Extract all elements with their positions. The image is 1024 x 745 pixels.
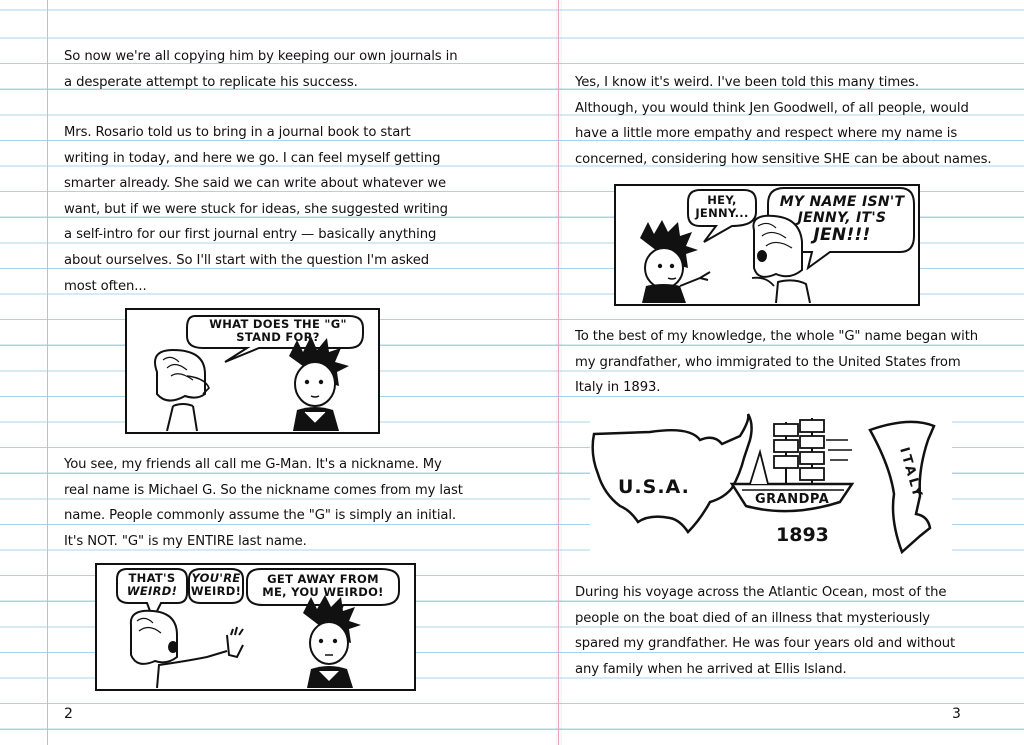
comic-panel-jenny xyxy=(614,184,920,306)
speech-bubble-my-name-is-jen xyxy=(770,194,914,245)
text-line: concerned, considering how sensitive SHE can be about names. xyxy=(575,151,992,167)
text-line: a self-intro for our first journal entry — basically anything xyxy=(64,227,437,243)
right-paragraph-2 xyxy=(575,324,978,401)
text-line: want, but if we were stuck for ideas, she suggested writing xyxy=(64,201,448,217)
text-line: most often... xyxy=(64,278,147,294)
left-paragraph-2 xyxy=(64,120,448,299)
right-paragraph-3 xyxy=(575,580,955,682)
bubble-line: WEIRD! xyxy=(190,584,242,598)
bubble-line: JEN!!! xyxy=(813,225,871,245)
comic-panel-weird xyxy=(95,563,416,691)
speech-bubble-hey-jenny xyxy=(688,194,756,220)
bubble-line: STAND FOR? xyxy=(236,330,320,344)
text-line: You see, my friends all call me G-Man. It's a nickname. My xyxy=(64,457,442,472)
text-line: Mrs. Rosario told us to bring in a journal book to start xyxy=(64,125,411,140)
text-line: people on the boat died of an illness that mysteriously xyxy=(575,610,930,626)
speech-bubble-get-away xyxy=(247,573,399,599)
text-line: name. People commonly assume the "G" is simply an initial. xyxy=(64,508,457,524)
text-line: my grandfather, who immigrated to the United States from xyxy=(575,354,961,370)
text-line: writing in today, and here we go. I can feel myself getting xyxy=(64,150,441,166)
bubble-line: JENNY... xyxy=(695,206,749,220)
text-line: have a little more empathy and respect where my name is xyxy=(575,126,958,142)
speech-bubble-thats-weird xyxy=(117,572,187,598)
bubble-line: YOU'RE xyxy=(191,571,241,585)
text-line: So now we're all copying him by keeping our own journals in xyxy=(64,49,458,64)
left-paragraph-1 xyxy=(64,44,457,95)
bubble-line: MY NAME ISN'T xyxy=(779,194,905,210)
bubble-line: ME, YOU WEIRDO! xyxy=(262,585,384,599)
immigration-map xyxy=(590,410,952,560)
text-line: During his voyage across the Atlantic Ocean, most of the xyxy=(575,585,947,600)
text-line: about ourselves. So I'll start with the question I'm asked xyxy=(64,252,430,268)
grandpa-label: GRANDPA xyxy=(755,492,830,507)
text-line: any family when he arrived at Ellis Island. xyxy=(575,661,847,677)
text-line: Yes, I know it's weird. I've been told this many times. xyxy=(575,75,919,90)
usa-label: U.S.A. xyxy=(618,476,690,498)
text-line: a desperate attempt to replicate his success. xyxy=(64,74,358,90)
text-line: spared my grandfather. He was four years old and without xyxy=(575,636,956,652)
text-line: Italy in 1893. xyxy=(575,380,661,396)
right-page xyxy=(562,0,1024,745)
left-paragraph-3 xyxy=(64,452,463,554)
text-line: It's NOT. "G" is my ENTIRE last name. xyxy=(64,533,307,549)
bubble-line: HEY, xyxy=(707,193,737,207)
speech-bubble-g-question xyxy=(193,318,363,344)
speech-bubble-youre-weird xyxy=(189,572,243,598)
text-line: real name is Michael G. So the nickname comes from my last xyxy=(64,482,463,498)
page-number-left: 2 xyxy=(64,706,73,722)
bubble-line: THAT'S xyxy=(128,571,176,585)
italy-label: ITALY xyxy=(896,445,926,502)
page-number-right: 3 xyxy=(952,706,961,722)
bubble-line: JENNY, IT'S xyxy=(797,210,887,226)
bubble-line: GET AWAY FROM xyxy=(267,572,379,586)
bubble-line: WHAT DOES THE "G" xyxy=(209,317,347,331)
bubble-line: WEIRD! xyxy=(126,584,178,598)
text-line: smarter already. She said we can write about whatever we xyxy=(64,176,446,192)
right-paragraph-1 xyxy=(575,70,991,172)
comic-panel-g-question xyxy=(125,308,380,434)
text-line: To the best of my knowledge, the whole "G" name began with xyxy=(575,329,979,344)
text-line: Although, you would think Jen Goodwell, of all people, would xyxy=(575,100,969,116)
year-label: 1893 xyxy=(776,524,829,546)
